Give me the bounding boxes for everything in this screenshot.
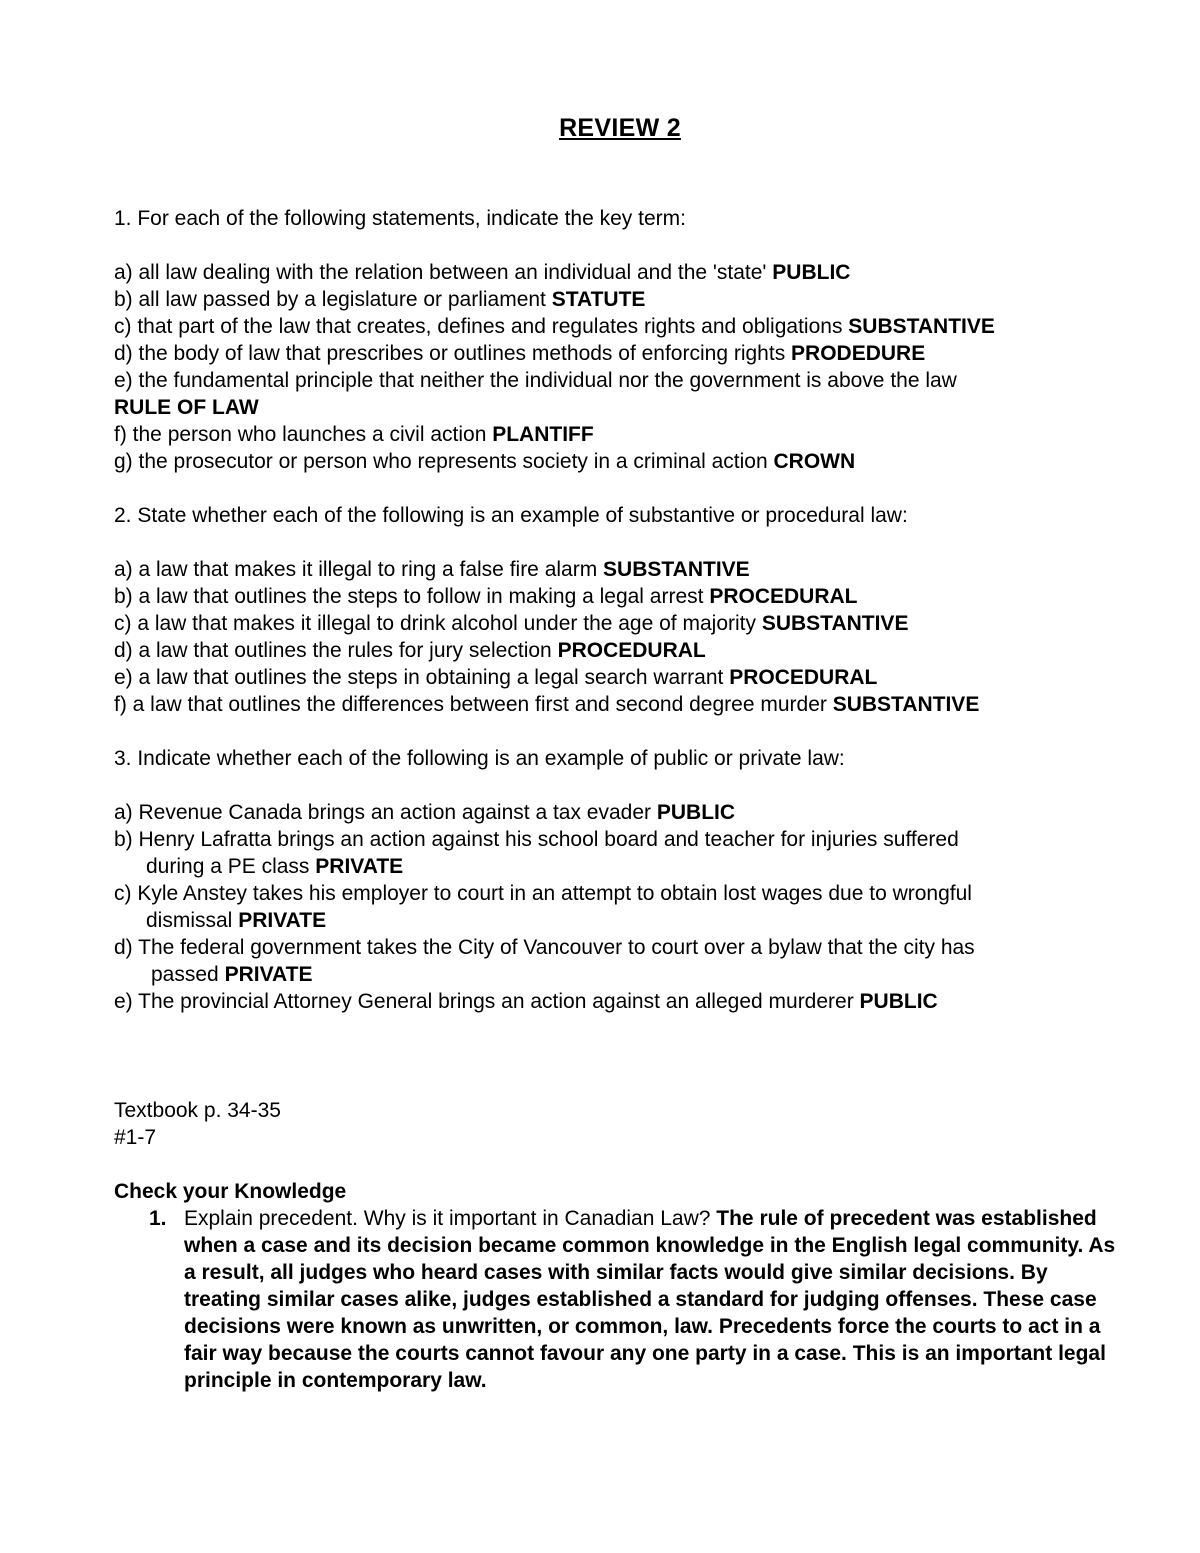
q1-item-a [114,259,850,286]
textbook-reference: Textbook p. 34-35 [114,1099,281,1122]
q3-item-text: dismissal [146,909,239,932]
q3-item-c [114,880,972,907]
q2-item-answer: PROCEDURAL [709,585,858,608]
q3-item-answer: PRIVATE [315,855,404,878]
q1-item-answer: PLANTIFF [492,423,594,446]
check-heading: Check your Knowledge [114,1180,347,1203]
q3-item-d-cont [151,961,312,988]
q3-item-text: e) The provincial Attorney General brings an action against an alleged murderer [114,990,860,1013]
q2-item-f [114,691,979,718]
q1-item-g [114,448,855,475]
q3-item-b [114,826,959,853]
q1-item-answer: PRODEDURE [791,342,926,365]
q2-item-b [114,583,857,610]
q2-item-text: f) a law that outlines the differences between first and second degree murder [114,693,833,716]
q2-item-text: d) a law that outlines the rules for jury selection [114,639,558,662]
q2-prompt: 2. State whether each of the following is an example of substantive or procedural law: [114,504,908,527]
q2-item-a [114,556,750,583]
q3-item-text: b) Henry Lafratta brings an action against his school board and teacher for injuries suffered [114,828,959,851]
check-item-1 [184,1205,1124,1394]
q3-item-b-cont [146,853,403,880]
q1-item-b [114,286,645,313]
q1-item-answer: PUBLIC [772,261,851,284]
q3-item-text: a) Revenue Canada brings an action against a tax evader [114,801,657,824]
q3-item-text: during a PE class [146,855,316,878]
q3-item-answer: PRIVATE [224,963,313,986]
textbook-question-range: #1-7 [114,1126,157,1149]
q1-item-answer: SUBSTANTIVE [848,315,995,338]
q2-item-answer: SUBSTANTIVE [761,612,909,635]
q2-item-answer: PROCEDURAL [729,666,878,689]
q2-item-text: a) a law that makes it illegal to ring a false fire alarm [114,558,604,581]
q1-item-text: d) the body of law that prescribes or outlines methods of enforcing rights [114,342,792,365]
q3-item-d [114,934,975,961]
q1-item-text: e) the fundamental principle that neither the individual nor the government is above the law [114,369,957,392]
q1-item-e-answer [114,394,259,421]
q1-item-text: b) all law passed by a legislature or parliament [114,288,552,311]
q1-prompt: 1. For each of the following statements, indicate the key term: [114,207,686,230]
q2-item-text: e) a law that outlines the steps in obtaining a legal search warrant [114,666,730,689]
q3-item-answer: PUBLIC [859,990,938,1013]
q3-prompt: 3. Indicate whether each of the following is an example of public or private law: [114,747,845,770]
q1-item-e [114,367,957,394]
q1-item-f [114,421,594,448]
q2-item-answer: PROCEDURAL [557,639,706,662]
q1-item-text: a) all law dealing with the relation between an individual and the 'state' [114,261,773,284]
check-item-number: 1. [149,1207,167,1230]
q3-item-c-cont [146,907,326,934]
page-title: REVIEW 2 [559,114,681,142]
q2-item-text: b) a law that outlines the steps to follow in making a legal arrest [114,585,710,608]
q3-item-text: d) The federal government takes the City of Vancouver to court over a bylaw that the city has [114,936,975,959]
q3-item-answer: PRIVATE [238,909,327,932]
q2-item-answer: SUBSTANTIVE [832,693,980,716]
q2-item-c [114,610,908,637]
q1-item-answer: CROWN [773,450,856,473]
q1-item-answer: STATUTE [551,288,646,311]
q3-item-a [114,799,735,826]
q1-item-d [114,340,925,367]
q1-item-text: c) that part of the law that creates, defines and regulates rights and obligations [114,315,849,338]
q1-item-c [114,313,995,340]
check-question: Explain precedent. Why is it important in Canadian Law? [184,1207,717,1230]
q3-item-text: passed [151,963,225,986]
q3-item-text: c) Kyle Anstey takes his employer to court in an attempt to obtain lost wages due to wrongful [114,882,972,905]
q1-item-text: g) the prosecutor or person who represents society in a criminal action [114,450,774,473]
q2-item-answer: SUBSTANTIVE [603,558,750,581]
q1-item-answer: RULE OF LAW [114,396,259,419]
q1-item-text: f) the person who launches a civil action [114,423,493,446]
q3-item-answer: PUBLIC [656,801,736,824]
q2-item-text: c) a law that makes it illegal to drink alcohol under the age of majority [114,612,762,635]
q3-item-e [114,988,938,1015]
q2-item-d [114,637,706,664]
check-answer: The rule of precedent was established when a case and its decision became common knowledge in the English legal community. As a result, all judges who heard cases with similar facts would give similar decisions. By treating similar cases alike, judges established a standard for judging offenses. These case decisions were known as unwritten, or common, law. Precedents force the courts to act in a fair way because the courts cannot favour any one party in a case. This is an important legal principle in contemporary law. [184,1207,1116,1392]
q2-item-e [114,664,877,691]
